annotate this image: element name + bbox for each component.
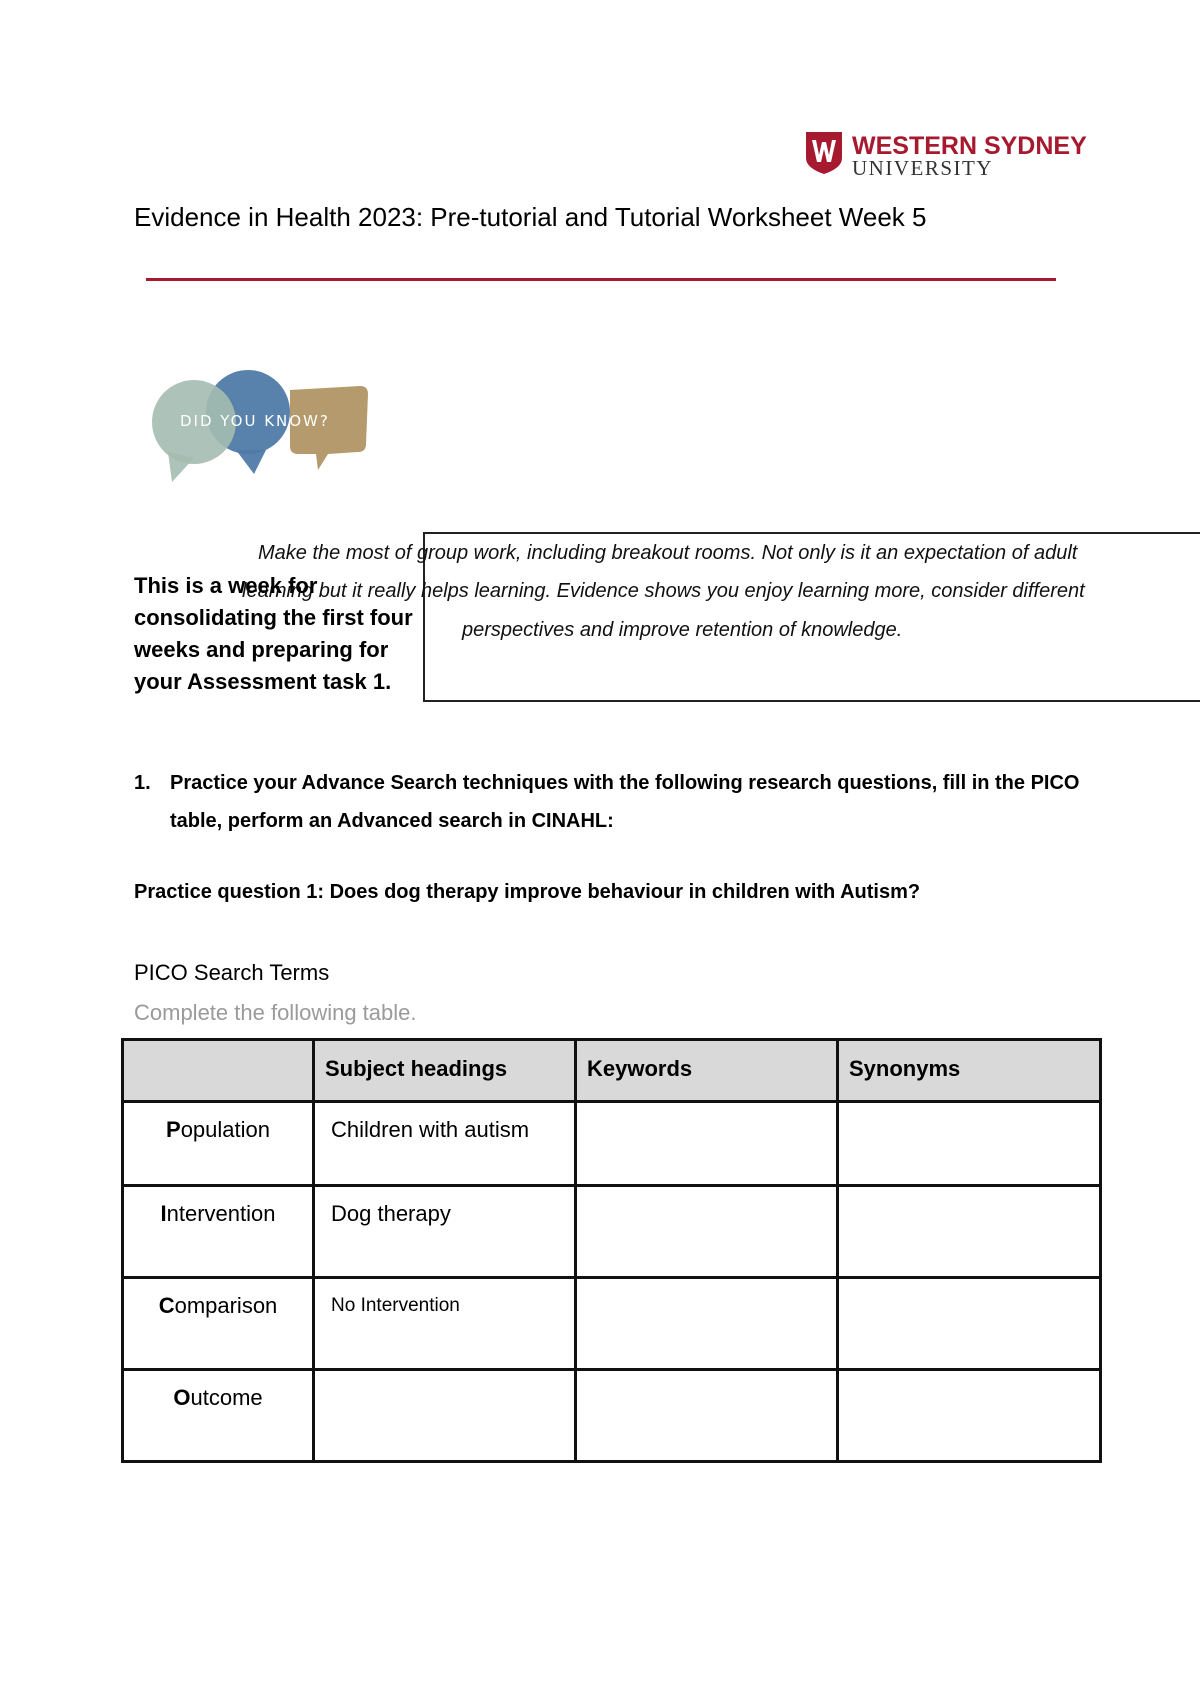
synonyms-cell[interactable] [838,1102,1101,1186]
synonyms-cell[interactable] [838,1278,1101,1370]
shield-icon [806,132,842,174]
keywords-cell[interactable] [576,1186,838,1278]
row-label-rest: ntervention [166,1201,276,1226]
row-label-intervention [123,1186,314,1278]
synonyms-cell[interactable] [838,1186,1101,1278]
subject-heading-cell[interactable]: Children with autism [314,1102,576,1186]
title-divider [146,278,1056,281]
week-note: This is a week for consolidating the first four weeks and preparing for your Assessment task 1. [134,573,413,694]
table-row-intervention [123,1186,1101,1278]
practice-question: Practice question 1: Does dog therapy improve behaviour in children with Autism? [134,881,921,903]
row-label-population [123,1102,314,1186]
row-label-rest: omparison [174,1293,278,1318]
column-header-subject-headings: Subject headings [314,1040,576,1102]
keywords-cell[interactable] [576,1278,838,1370]
did-you-know-graphic [150,366,380,496]
row-label-rest: opulation [180,1117,270,1142]
keywords-cell[interactable] [576,1102,838,1186]
row-initial: I [160,1201,167,1226]
row-label-outcome [123,1370,314,1462]
table-row-population [123,1102,1101,1186]
table-header-row [123,1040,1101,1102]
synonyms-cell[interactable] [838,1370,1101,1462]
row-initial: P [166,1117,181,1142]
did-you-know-label: DID YOU KNOW? [180,412,330,430]
subject-heading-cell[interactable]: Dog therapy [314,1186,576,1278]
column-header-blank [123,1040,314,1102]
table-row-outcome [123,1370,1101,1462]
row-initial: C [158,1293,175,1318]
pico-heading: PICO Search Terms [134,960,330,985]
university-logo [806,132,1086,178]
row-label-rest: utcome [190,1385,263,1410]
pico-subheading: Complete the following table. [134,1000,417,1025]
row-initial: O [173,1385,191,1410]
instruction-text: Practice your Advance Search techniques with the following research questions, fill in the PICO table, perform an Advanced search in CINAHL: [170,772,1080,832]
document-title: Evidence in Health 2023: Pre-tutorial and Tutorial Worksheet Week 5 [134,202,927,232]
column-header-synonyms: Synonyms [838,1040,1101,1102]
logo-subname: UNIVERSITY [852,156,993,180]
pico-table [121,1038,1102,1463]
callout-line-3: perspectives and improve retention of knowledge. [462,619,903,641]
subject-heading-cell[interactable]: No Intervention [314,1278,576,1370]
subject-heading-cell[interactable] [314,1370,576,1462]
logo-name: WESTERN SYDNEY [852,132,1087,160]
instruction-number: 1. [134,772,151,794]
column-header-keywords: Keywords [576,1040,838,1102]
callout-line-1: Make the most of group work, including breakout rooms. Not only is it an expectation of adult [258,542,1078,564]
table-row-comparison [123,1278,1101,1370]
callout-line-2: learning but it really helps learning. Evidence shows you enjoy learning more, consider different [242,580,1085,602]
keywords-cell[interactable] [576,1370,838,1462]
row-label-comparison [123,1278,314,1370]
